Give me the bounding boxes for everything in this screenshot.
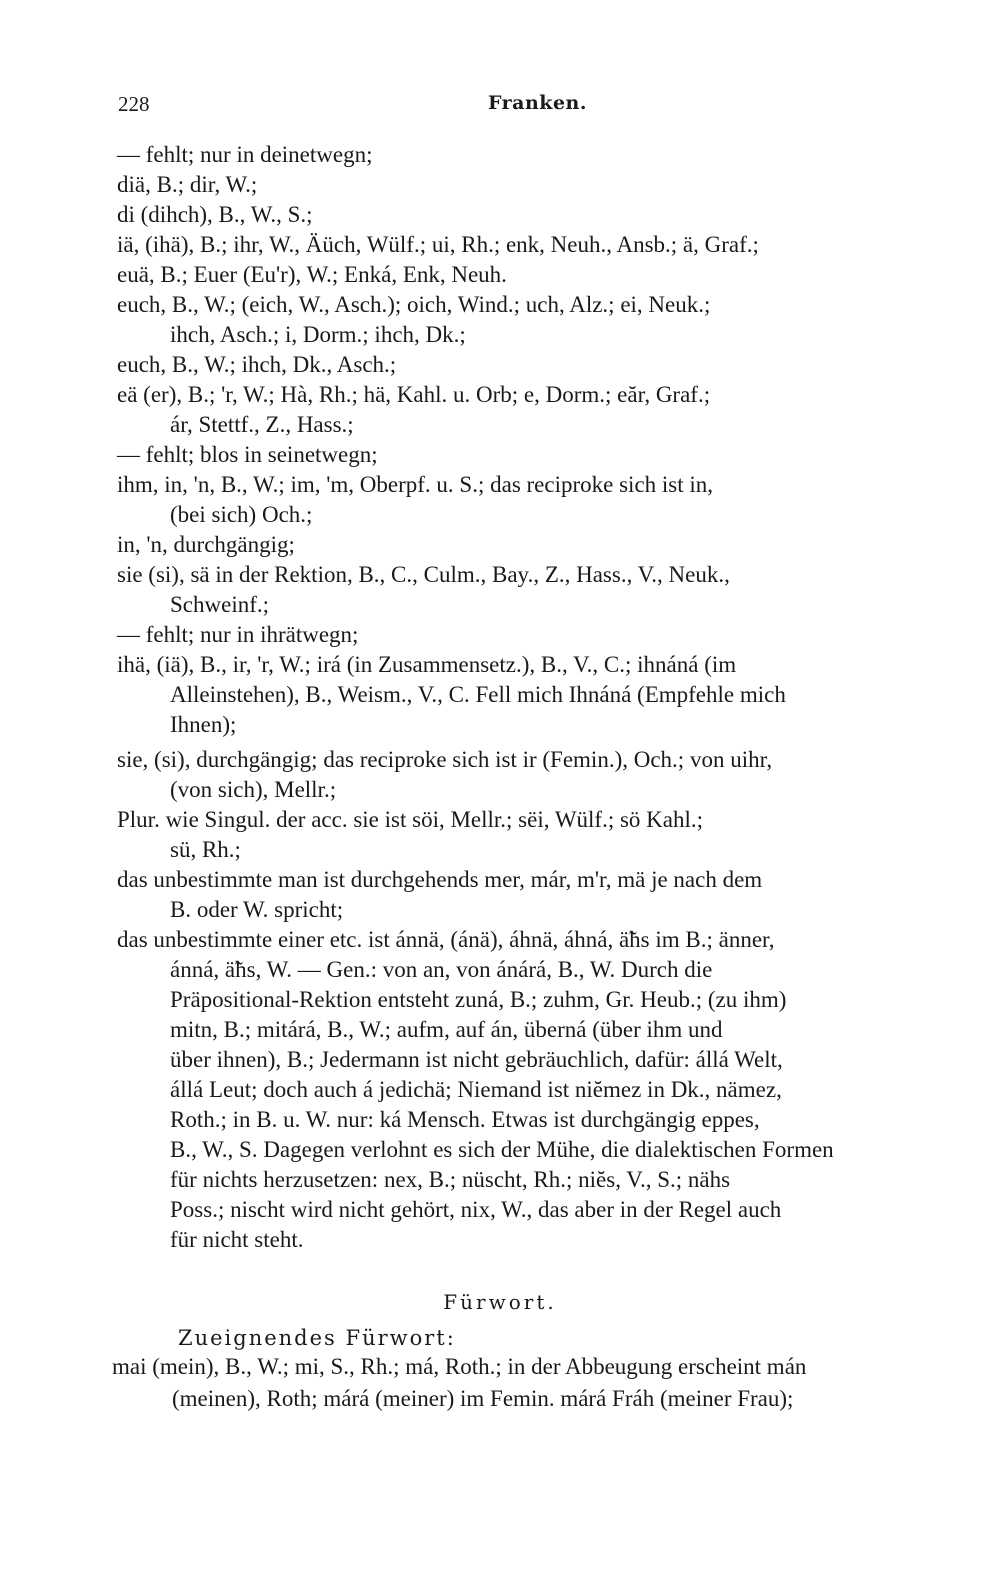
- text-line: ihch, Asch.; i, Dorm.; ihch, Dk.;: [170, 322, 466, 347]
- text-line: Schweinf.;: [170, 592, 270, 617]
- text-line: B., W., S. Dagegen verlohnt es sich der Mühe, die dialektischen Formen: [170, 1137, 834, 1162]
- text-line: Poss.; nischt wird nicht gehört, nix, W., das aber in der Regel auch: [170, 1197, 782, 1222]
- text-line: — fehlt; nur in ihrätwegn;: [117, 622, 359, 647]
- text-line: (von sich), Mellr.;: [170, 777, 337, 802]
- section-heading: Fürwort.: [443, 1290, 557, 1314]
- text-line: sü, Rh.;: [170, 837, 241, 862]
- subsection-heading: Zueignendes Fürwort:: [178, 1326, 456, 1350]
- text-line: für nichts herzusetzen: nex, B.; nüscht, Rh.; niĕs, V., S.; nähs: [170, 1167, 731, 1192]
- text-line: B. oder W. spricht;: [170, 897, 344, 922]
- text-line: mitn, B.; mitárá, B., W.; aufm, auf án, überná (über ihm und: [170, 1017, 723, 1042]
- page-header: [118, 92, 938, 122]
- text-line: ihä, (iä), B., ir, 'r, W.; irá (in Zusammensetz.), B., V., C.; ihnáná (im: [117, 652, 737, 677]
- text-line: in, 'n, durchgängig;: [117, 532, 295, 557]
- text-line: euä, B.; Euer (Eu'r), W.; Enká, Enk, Neuh.: [117, 262, 507, 287]
- text-line: euch, B., W.; ihch, Dk., Asch.;: [117, 352, 397, 377]
- text-line: das unbestimmte man ist durchgehends mer, már, m'r, mä je nach dem: [117, 867, 763, 892]
- text-line: mai (mein), B., W.; mi, S., Rh.; má, Roth.; in der Abbeugung erscheint mán: [112, 1354, 807, 1379]
- text-line: ánná, ä̃hs, W. — Gen.: von an, von ánárá, B., W. Durch die: [170, 957, 713, 982]
- text-line: das unbestimmte einer etc. ist ánnä, (ánä), áhnä, áhná, ä̃hs im B.; änner,: [117, 927, 775, 952]
- text-line: sie, (si), durchgängig; das reciproke sich ist ir (Femin.), Och.; von uihr,: [117, 747, 773, 772]
- text-line: di (dihch), B., W., S.;: [117, 202, 313, 227]
- running-title: Franken.: [488, 92, 587, 114]
- text-line: iä, (ihä), B.; ihr, W., Äüch, Wülf.; ui, Rh.; enk, Neuh., Ansb.; ä, Graf.;: [117, 232, 759, 257]
- text-line: állá Leut; doch auch á jedichä; Niemand ist niĕmez in Dk., nämez,: [170, 1077, 782, 1102]
- text-line: Alleinstehen), B., Weism., V., C. Fell mich Ihnáná (Empfehle mich: [170, 682, 786, 707]
- text-line: ár, Stettf., Z., Hass.;: [170, 412, 354, 437]
- text-line: (bei sich) Och.;: [170, 502, 313, 527]
- text-line: Ihnen);: [170, 712, 237, 737]
- text-line: Präpositional-Rektion entsteht zuná, B.; zuhm, Gr. Heub.; (zu ihm): [170, 987, 787, 1012]
- text-line: euch, B., W.; (eich, W., Asch.); oich, Wind.; uch, Alz.; ei, Neuk.;: [117, 292, 711, 317]
- text-line: Plur. wie Singul. der acc. sie ist söi, Mellr.; sëi, Wülf.; sö Kahl.;: [117, 807, 704, 832]
- text-line: Roth.; in B. u. W. nur: ká Mensch. Etwas ist durchgängig eppes,: [170, 1107, 760, 1132]
- text-line: — fehlt; blos in seinetwegn;: [117, 442, 378, 467]
- text-line: (meinen), Roth; márá (meiner) im Femin. márá Fráh (meiner Frau);: [172, 1386, 794, 1411]
- text-line: eä (er), B.; 'r, W.; Hà, Rh.; hä, Kahl. u. Orb; e, Dorm.; eăr, Graf.;: [117, 382, 711, 407]
- text-line: über ihnen), B.; Jedermann ist nicht gebräuchlich, dafür: állá Welt,: [170, 1047, 783, 1072]
- text-line: diä, B.; dir, W.;: [117, 172, 258, 197]
- text-line: für nicht steht.: [170, 1227, 304, 1252]
- text-line: sie (si), sä in der Rektion, B., C., Culm., Bay., Z., Hass., V., Neuk.,: [117, 562, 730, 587]
- text-line: — fehlt; nur in deinetwegn;: [117, 142, 373, 167]
- text-line: ihm, in, 'n, B., W.; im, 'm, Oberpf. u. S.; das reciproke sich ist in,: [117, 472, 714, 497]
- page-number: 228: [118, 92, 150, 116]
